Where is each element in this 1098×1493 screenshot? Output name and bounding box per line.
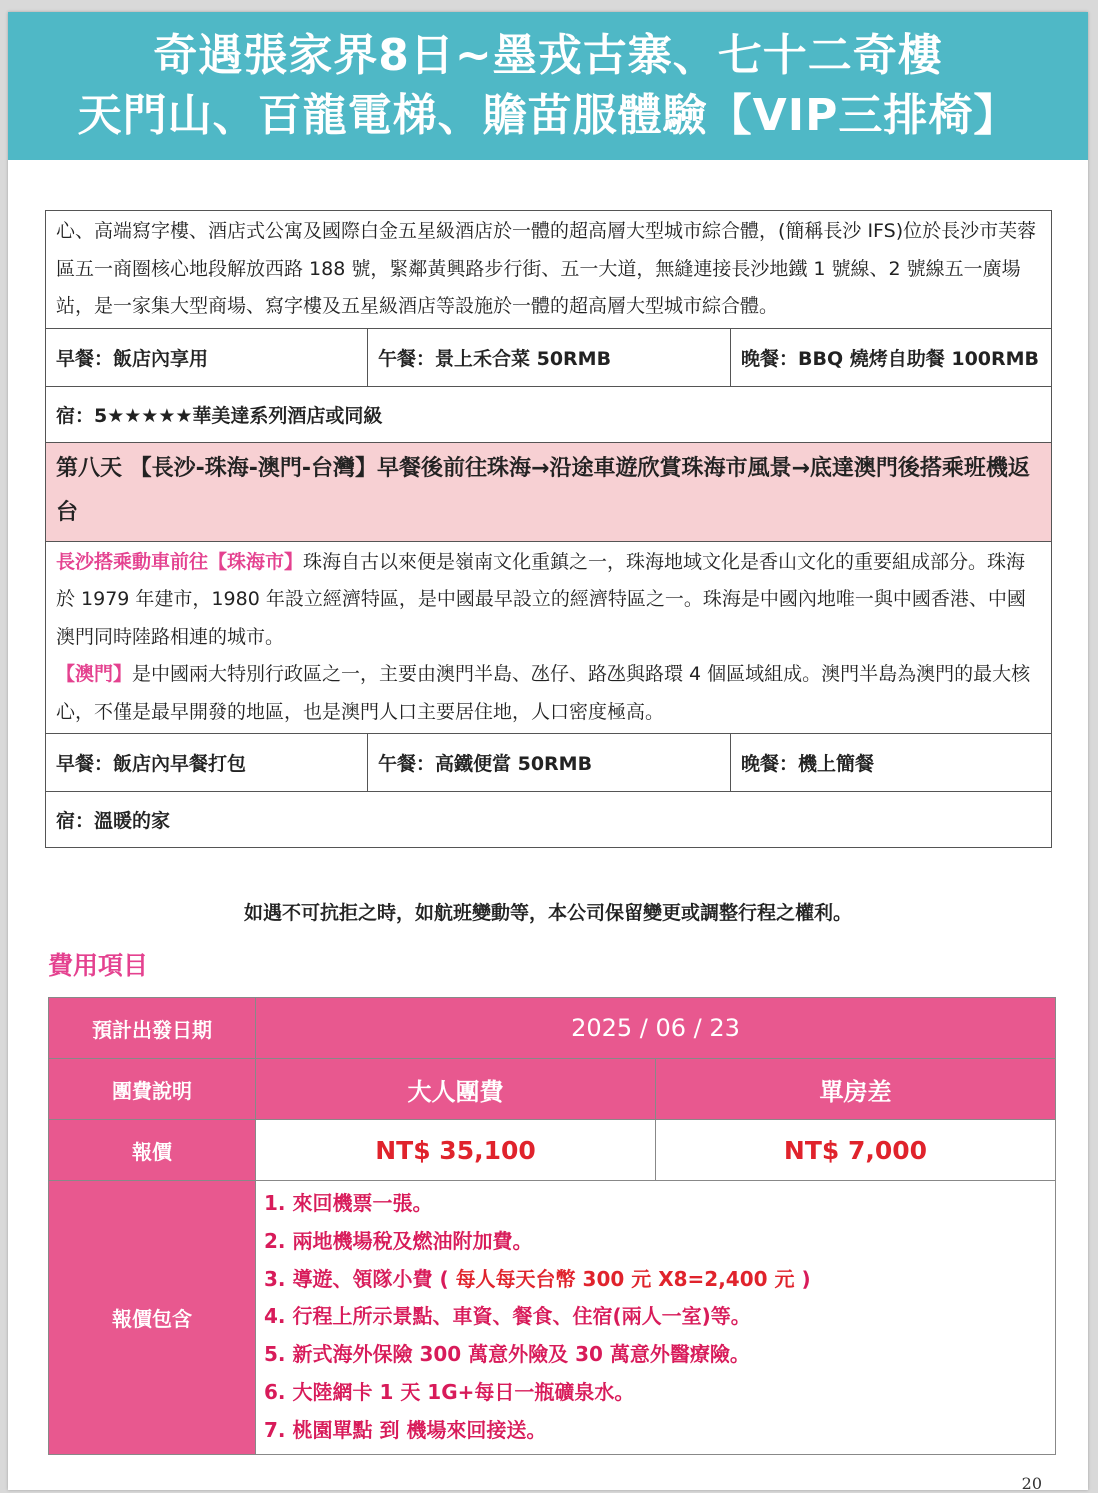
day8-description <box>46 541 1052 734</box>
fee-section-title: 費用項目 <box>48 951 149 980</box>
single-room-label: 單房差 <box>656 1059 1056 1120</box>
macau-label: 【澳門】 <box>56 663 133 685</box>
includes-list-cell <box>256 1181 1056 1455</box>
day8-title: 第八天 【長沙-珠海-澳門-台灣】早餐後前往珠海→沿途車遊欣賞珠海市風景→底達澳門後搭乘班機返台 <box>46 442 1052 541</box>
list-item: 6. 大陸網卡 1 天 1G+每日一瓶礦泉水。 <box>264 1379 635 1404</box>
single-room-price: NT$ 7,000 <box>656 1120 1056 1181</box>
list-item: 7. 桃園單點 到 機場來回接送。 <box>264 1417 547 1442</box>
macau-text: 是中國兩大特別行政區之一，主要由澳門半島、氹仔、路氹與路環 4 個區域組成。澳門半島為澳門的最大核心，不僅是最早開發的地區，也是澳門人口主要居住地，人口密度極高。 <box>56 663 1031 723</box>
list-item: 4. 行程上所示景點、車資、餐食、住宿(兩人一室)等。 <box>264 1304 751 1329</box>
document-page <box>8 12 1088 1493</box>
includes-label: 報價包含 <box>49 1181 256 1455</box>
day8-dinner: 晚餐：機上簡餐 <box>731 734 1052 792</box>
day7-lunch: 午餐：景上禾合菜 50RMB <box>368 328 731 386</box>
departure-label: 預計出發日期 <box>49 998 256 1059</box>
departure-date: 2025 / 06 / 23 <box>256 998 1056 1059</box>
list-item: 1. 來回機票一張。 <box>264 1191 433 1215</box>
fee-table <box>48 997 1056 1455</box>
adult-fee-label: 大人團費 <box>256 1059 656 1120</box>
itinerary-notice: 如遇不可抗拒之時，如航班變動等，本公司保留變更或調整行程之權利。 <box>243 902 852 924</box>
zhuhai-text: 珠海自古以來便是嶺南文化重鎮之一，珠海地域文化是香山文化的重要組成部分。珠海於 1979 年建市，1980 年設立經濟特區，是中國最早設立的經濟特區之一。珠海是中國內地唯一與中國香港、中國澳門同時陸路相連的城市。 <box>56 550 1026 648</box>
day7-breakfast: 早餐：飯店內享用 <box>46 328 368 386</box>
day7-dinner: 晚餐：BBQ 燒烤自助餐 100RMB <box>731 328 1052 386</box>
day7-stay: 宿：5★★★★★華美達系列酒店或同級 <box>46 386 1052 442</box>
include3-start: 3. 導遊、領隊小費 ( <box>264 1266 449 1291</box>
zhuhai-label: 長沙搭乘動車前往【珠海市】 <box>56 550 304 573</box>
list-item: 5. 新式海外保險 300 萬意外險及 30 萬意外醫療險。 <box>264 1342 750 1367</box>
include3-tip-amount: 每人每天台幣 300 元 X8=2,400 元 <box>455 1266 795 1291</box>
list-item <box>264 1261 1045 1299</box>
title-banner <box>8 12 1088 160</box>
list-item: 2. 兩地機場稅及燃油附加費。 <box>264 1228 533 1253</box>
day8-breakfast: 早餐：飯店內早餐打包 <box>46 734 368 792</box>
price-label: 報價 <box>49 1120 256 1181</box>
fee-description-label: 團費說明 <box>49 1059 256 1120</box>
banner-title-line1: 奇遇張家界8日~墨戎古寨、七十二奇樓 <box>153 30 943 81</box>
include3-end: ) <box>801 1266 811 1291</box>
itinerary-table <box>45 210 1052 848</box>
page-number: 20 <box>1021 1474 1042 1493</box>
adult-price: NT$ 35,100 <box>256 1120 656 1181</box>
day8-stay: 宿：溫暖的家 <box>46 792 1052 848</box>
day7-description: 心、高端寫字樓、酒店式公寓及國際白金五星級酒店於一體的超高層大型城市綜合體，(簡稱長沙 IFS)位於長沙市芙蓉區五一商圈核心地段解放西路 188 號，緊鄰黃興路步行街、五一大道，無縫連接長沙地鐵 1 號線、2 號線五一廣場站，是一家集大型商場、寫字樓及五星級酒店等設施於一體的超高層大型城市綜合體。 <box>46 211 1052 329</box>
banner-title-line2: 天門山、百龍電梯、贍苗服體驗【VIP三排椅】 <box>77 90 1019 141</box>
includes-list <box>264 1185 1045 1450</box>
day8-lunch: 午餐：高鐵便當 50RMB <box>368 734 731 792</box>
